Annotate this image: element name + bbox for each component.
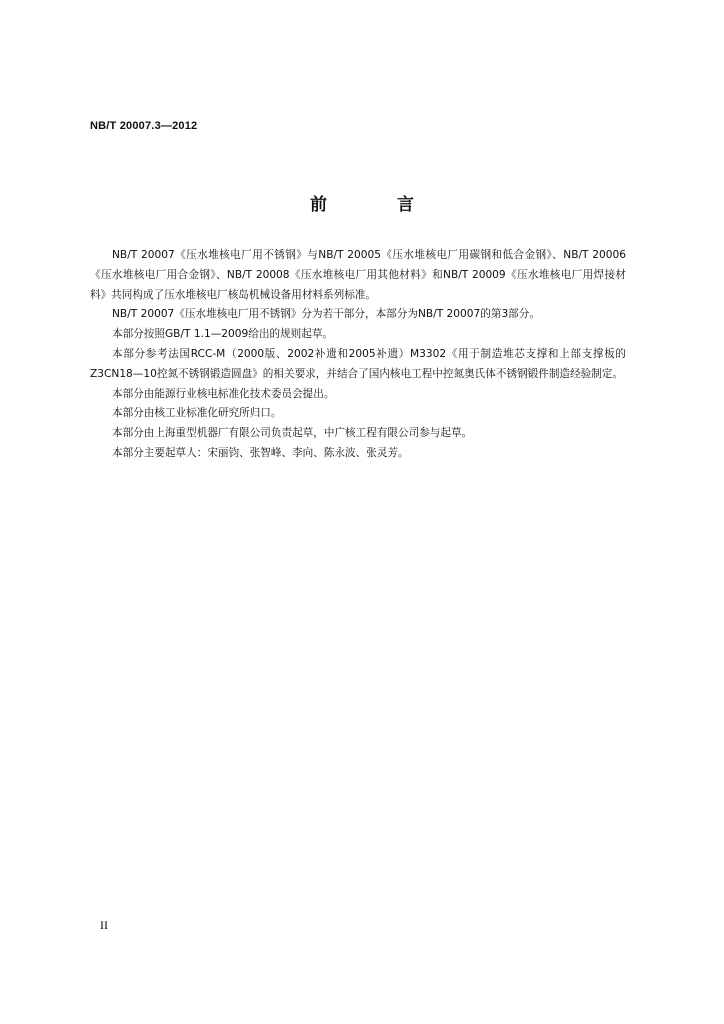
- foreword-body: [90, 246, 626, 464]
- document-id: NB/T 20007.3—2012: [90, 120, 198, 132]
- page-number: II: [100, 918, 108, 932]
- paragraph-drafters: 本部分主要起草人：宋丽钧、张智峰、李向、陈永波、张灵芳。: [112, 446, 409, 459]
- paragraph-reference-standard: 本部分参考法国RCC-M（2000版、2002补遗和2005补遗）M3302《用于制造堆芯支撑和上部支撑板的Z3CN18—10控氮不锈钢锻造圆盘》的相关要求，并结合了国内核电工程中控氮奥氏体不锈钢锻件制造经验制定。: [90, 347, 626, 380]
- paragraph-drafting-organizations: 本部分由上海重型机器厂有限公司负责起草，中广核工程有限公司参与起草。: [112, 427, 473, 440]
- paragraph-series-standards: NB/T 20007《压水堆核电厂用不锈钢》与NB/T 20005《压水堆核电厂用碳钢和低合金钢》、NB/T 20006《压水堆核电厂用合金钢》、NB/T 20008《压水堆核电厂用其他材料》和NB/T 20009《压水堆核电厂用焊接材料》共同构成了压水堆核电厂核岛机械设备用材料系列标准。: [90, 249, 626, 301]
- paragraph-proposer: 本部分由能源行业核电标准化技术委员会提出。: [112, 387, 335, 400]
- paragraph-drafting-rules: 本部分按照GB/T 1.1—2009给出的规则起草。: [112, 328, 334, 341]
- paragraph-administrator: 本部分由核工业标准化研究所归口。: [112, 407, 282, 420]
- paragraph-part-division: NB/T 20007《压水堆核电厂用不锈钢》分为若干部分，本部分为NB/T 20007的第3部分。: [112, 308, 540, 321]
- page-title: 前 言: [310, 195, 446, 215]
